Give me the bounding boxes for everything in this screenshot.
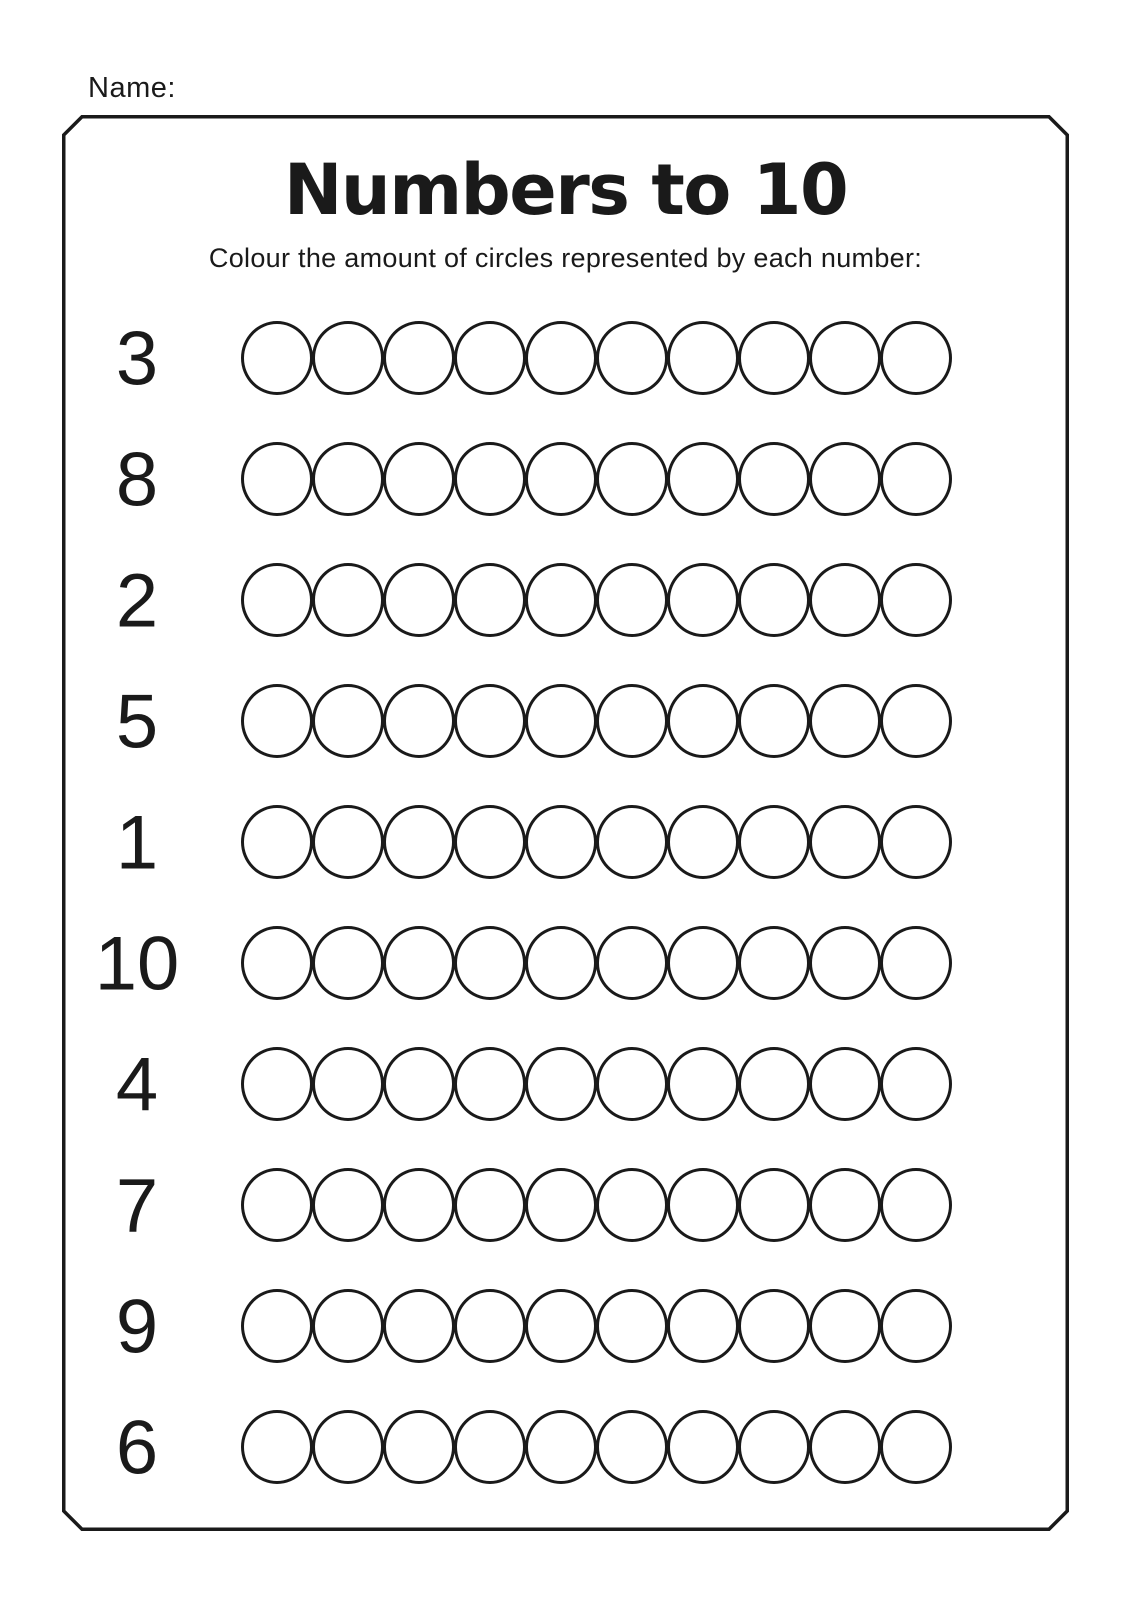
circle-track (241, 1047, 952, 1121)
row-number-label: 5 (115, 679, 159, 765)
colorable-circle[interactable] (738, 684, 810, 758)
colorable-circle[interactable] (241, 563, 313, 637)
rows (62, 297, 1069, 1507)
colorable-circle[interactable] (454, 805, 526, 879)
colorable-circle[interactable] (383, 321, 455, 395)
colorable-circle[interactable] (880, 1047, 952, 1121)
colorable-circle[interactable] (809, 1410, 881, 1484)
worksheet-row (62, 1144, 1069, 1265)
colorable-circle[interactable] (667, 926, 739, 1000)
colorable-circle[interactable] (809, 563, 881, 637)
colorable-circle[interactable] (383, 442, 455, 516)
colorable-circle[interactable] (312, 684, 384, 758)
worksheet-row (62, 1386, 1069, 1507)
colorable-circle[interactable] (880, 1289, 952, 1363)
colorable-circle[interactable] (596, 805, 668, 879)
circle-track (241, 321, 952, 395)
colorable-circle[interactable] (596, 321, 668, 395)
colorable-circle[interactable] (667, 442, 739, 516)
worksheet-row (62, 1023, 1069, 1144)
colorable-circle[interactable] (809, 926, 881, 1000)
colorable-circle[interactable] (454, 926, 526, 1000)
colorable-circle[interactable] (312, 926, 384, 1000)
colorable-circle[interactable] (454, 1168, 526, 1242)
colorable-circle[interactable] (312, 321, 384, 395)
colorable-circle[interactable] (241, 1410, 313, 1484)
colorable-circle[interactable] (241, 1168, 313, 1242)
circle-track (241, 805, 952, 879)
row-number-label: 2 (115, 558, 159, 644)
worksheet-row (62, 418, 1069, 539)
colorable-circle[interactable] (383, 805, 455, 879)
colorable-circle[interactable] (809, 805, 881, 879)
colorable-circle[interactable] (667, 684, 739, 758)
colorable-circle[interactable] (454, 1410, 526, 1484)
row-number-label: 6 (115, 1405, 159, 1491)
circle-track (241, 1168, 952, 1242)
circle-track (241, 563, 952, 637)
colorable-circle[interactable] (383, 684, 455, 758)
colorable-circle[interactable] (738, 442, 810, 516)
colorable-circle[interactable] (525, 1289, 597, 1363)
colorable-circle[interactable] (667, 1289, 739, 1363)
colorable-circle[interactable] (454, 563, 526, 637)
colorable-circle[interactable] (312, 1047, 384, 1121)
colorable-circle[interactable] (454, 1047, 526, 1121)
colorable-circle[interactable] (667, 1047, 739, 1121)
colorable-circle[interactable] (454, 1289, 526, 1363)
colorable-circle[interactable] (525, 563, 597, 637)
circle-track (241, 684, 952, 758)
colorable-circle[interactable] (312, 805, 384, 879)
colorable-circle[interactable] (738, 563, 810, 637)
row-number-label: 8 (115, 437, 159, 523)
colorable-circle[interactable] (880, 926, 952, 1000)
colorable-circle[interactable] (525, 926, 597, 1000)
colorable-circle[interactable] (312, 1410, 384, 1484)
colorable-circle[interactable] (880, 442, 952, 516)
worksheet-row (62, 781, 1069, 902)
colorable-circle[interactable] (809, 1047, 881, 1121)
circle-track (241, 1289, 952, 1363)
colorable-circle[interactable] (738, 926, 810, 1000)
colorable-circle[interactable] (880, 684, 952, 758)
colorable-circle[interactable] (880, 1168, 952, 1242)
colorable-circle[interactable] (312, 1289, 384, 1363)
colorable-circle[interactable] (312, 563, 384, 637)
colorable-circle[interactable] (667, 563, 739, 637)
circle-track (241, 442, 952, 516)
colorable-circle[interactable] (383, 1047, 455, 1121)
colorable-circle[interactable] (454, 684, 526, 758)
colorable-circle[interactable] (667, 1168, 739, 1242)
colorable-circle[interactable] (809, 1168, 881, 1242)
colorable-circle[interactable] (241, 926, 313, 1000)
colorable-circle[interactable] (738, 1168, 810, 1242)
colorable-circle[interactable] (525, 684, 597, 758)
colorable-circle[interactable] (312, 1168, 384, 1242)
colorable-circle[interactable] (525, 321, 597, 395)
colorable-circle[interactable] (383, 1168, 455, 1242)
colorable-circle[interactable] (241, 442, 313, 516)
colorable-circle[interactable] (880, 563, 952, 637)
colorable-circle[interactable] (454, 321, 526, 395)
colorable-circle[interactable] (596, 684, 668, 758)
row-number-label: 9 (115, 1284, 159, 1370)
colorable-circle[interactable] (383, 1410, 455, 1484)
row-number-label: 1 (115, 800, 159, 886)
circle-track (241, 1410, 952, 1484)
row-number-label: 3 (115, 316, 159, 402)
colorable-circle[interactable] (525, 1168, 597, 1242)
colorable-circle[interactable] (596, 563, 668, 637)
colorable-circle[interactable] (241, 805, 313, 879)
colorable-circle[interactable] (454, 442, 526, 516)
row-number-label: 7 (115, 1163, 159, 1249)
colorable-circle[interactable] (738, 1047, 810, 1121)
colorable-circle[interactable] (241, 321, 313, 395)
colorable-circle[interactable] (596, 442, 668, 516)
colorable-circle[interactable] (383, 563, 455, 637)
colorable-circle[interactable] (525, 805, 597, 879)
colorable-circle[interactable] (667, 1410, 739, 1484)
colorable-circle[interactable] (880, 1410, 952, 1484)
colorable-circle[interactable] (809, 442, 881, 516)
worksheet-row (62, 660, 1069, 781)
row-number-label: 4 (115, 1042, 159, 1128)
worksheet-row (62, 539, 1069, 660)
colorable-circle[interactable] (880, 321, 952, 395)
colorable-circle[interactable] (738, 805, 810, 879)
circle-track (241, 926, 952, 1000)
colorable-circle[interactable] (525, 1410, 597, 1484)
colorable-circle[interactable] (241, 1047, 313, 1121)
row-number-label: 10 (94, 921, 180, 1007)
colorable-circle[interactable] (667, 321, 739, 395)
colorable-circle[interactable] (241, 1289, 313, 1363)
colorable-circle[interactable] (596, 1410, 668, 1484)
worksheet-row (62, 1265, 1069, 1386)
instruction-text: Colour the amount of circles represented by each number: (208, 243, 923, 273)
worksheet-frame (62, 115, 1069, 1531)
worksheet-row (62, 297, 1069, 418)
colorable-circle[interactable] (312, 442, 384, 516)
colorable-circle[interactable] (383, 1289, 455, 1363)
page-title: Numbers to 10 (283, 149, 848, 231)
colorable-circle[interactable] (596, 1289, 668, 1363)
colorable-circle[interactable] (383, 926, 455, 1000)
colorable-circle[interactable] (596, 1047, 668, 1121)
worksheet-row (62, 902, 1069, 1023)
colorable-circle[interactable] (809, 321, 881, 395)
colorable-circle[interactable] (738, 321, 810, 395)
colorable-circle[interactable] (880, 805, 952, 879)
colorable-circle[interactable] (596, 1168, 668, 1242)
colorable-circle[interactable] (525, 1047, 597, 1121)
colorable-circle[interactable] (241, 684, 313, 758)
colorable-circle[interactable] (738, 1410, 810, 1484)
colorable-circle[interactable] (596, 926, 668, 1000)
colorable-circle[interactable] (738, 1289, 810, 1363)
colorable-circle[interactable] (809, 684, 881, 758)
colorable-circle[interactable] (525, 442, 597, 516)
colorable-circle[interactable] (809, 1289, 881, 1363)
name-label: Name: (88, 72, 176, 104)
colorable-circle[interactable] (667, 805, 739, 879)
